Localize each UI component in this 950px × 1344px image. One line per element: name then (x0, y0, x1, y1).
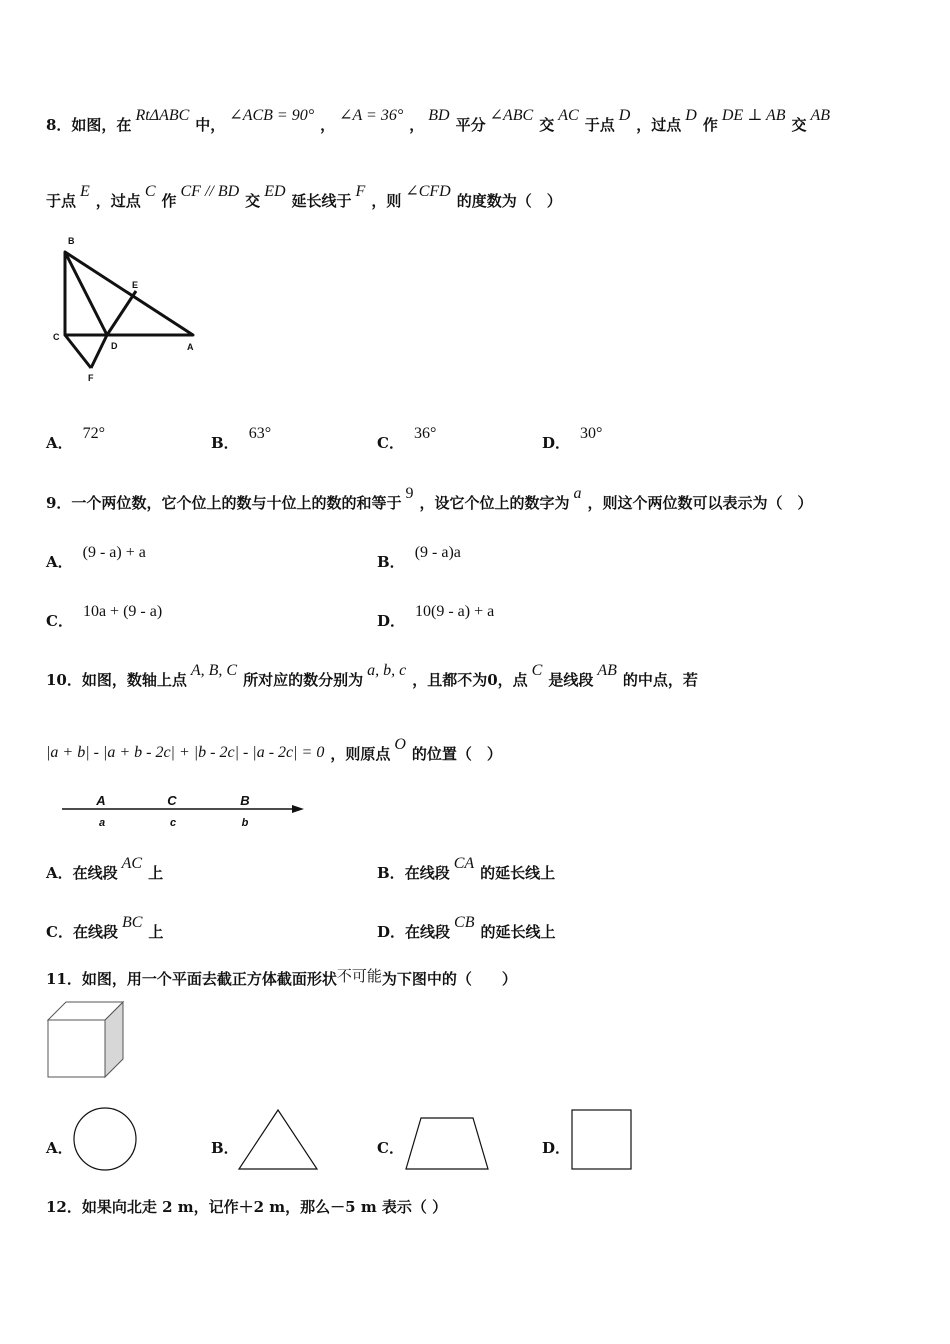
label-c: C (53, 332, 60, 342)
option-label: B． (211, 1139, 239, 1157)
q8-text: ， (409, 116, 425, 134)
q8-math: RtΔABC (135, 107, 190, 124)
option-label: C． (46, 923, 73, 941)
point-label-b: B (240, 793, 250, 808)
option-label: B． (377, 553, 405, 571)
q11-text: 11．如图，用一个平面去截正方体截面形状 (46, 970, 337, 988)
q8-text: 交 (539, 116, 555, 134)
q9-math: 9 (405, 485, 414, 502)
segment-cf (65, 335, 91, 368)
option-label: C． (377, 1139, 404, 1157)
q9-option-d[interactable] (377, 603, 495, 631)
q9-text: ，设它个位上的数字为 (419, 494, 570, 512)
q8-math: ∠ACB = 90° (229, 107, 315, 124)
q9-text: ，则这个两位数可以表示为（ ） (587, 494, 813, 512)
q10-text: 的位置（ ） (411, 745, 502, 763)
q10-option-d[interactable] (377, 914, 556, 942)
option-label: C． (46, 612, 73, 630)
q8-text: 延长线于 (291, 192, 352, 210)
option-value: 63° (248, 425, 272, 442)
q8-math: ∠ABC (489, 107, 534, 124)
label-b: B (68, 236, 75, 246)
q8-text: 于点 (584, 116, 615, 134)
value-label-b: b (241, 817, 249, 829)
q10-math: O (394, 736, 406, 753)
q8-text: 的度数为（ ） (456, 192, 562, 210)
q8-math: E (80, 183, 90, 200)
label-d: D (111, 341, 118, 351)
q8-option-b[interactable] (211, 425, 272, 453)
q8-math: D (685, 107, 697, 124)
q8-stem-line2 (46, 183, 562, 211)
option-value: (9 - a) + a (82, 544, 146, 561)
q10-text: 所对应的数分别为 (243, 671, 364, 689)
option-label: C． (377, 434, 404, 452)
triangle-abc (65, 252, 193, 335)
q9-option-a[interactable] (46, 544, 146, 572)
option-text: 在线段 (405, 923, 451, 941)
option-text: 在线段 (72, 864, 118, 882)
q8-math: ∠A = 36° (339, 107, 404, 124)
q10-text: ，且都不为0，点 (412, 671, 528, 689)
q10-equation: |a + b| - |a + b - 2c| + |b - 2c| - |a - 2c| = 0 (46, 744, 325, 761)
option-math: AC (121, 855, 143, 872)
q10-math: AB (597, 662, 617, 679)
q8-text: 交 (791, 116, 807, 134)
label-a: A (187, 342, 194, 352)
q8-text: 作 (702, 116, 718, 134)
q8-math: AB (810, 107, 831, 124)
q11-emphasis-text: 不可能 (336, 967, 382, 985)
triangle-shape (236, 1108, 320, 1172)
q8-math: D (618, 107, 631, 124)
q9-text: 9．一个两位数，它个位上的数与十位上的数的和等于 (46, 494, 402, 512)
option-label: B． (377, 864, 405, 882)
q8-text: 作 (161, 192, 177, 210)
option-label: D． (377, 923, 406, 941)
option-value: 10a + (9 - a) (82, 603, 163, 620)
q8-math: CF // BD (180, 183, 240, 200)
q9-math: a (573, 485, 582, 502)
q8-math: F (355, 183, 366, 200)
q8-stem-line1 (46, 107, 836, 135)
q10-number-line (58, 788, 314, 832)
option-math: BC (121, 914, 143, 931)
option-label: A． (46, 864, 73, 882)
q10-math: C (531, 662, 543, 679)
q8-math: AC (558, 107, 579, 124)
option-label: D． (542, 1139, 571, 1157)
option-math: CB (454, 914, 475, 931)
q8-text: 8．如图，在 (46, 116, 132, 134)
segment-de (107, 291, 136, 335)
q10-stem-line2 (46, 736, 502, 764)
q8-text: ，过点 (636, 116, 682, 134)
option-value: 30° (580, 425, 603, 442)
option-value: 36° (413, 425, 437, 442)
option-text: 在线段 (72, 923, 118, 941)
q8-option-c[interactable] (377, 425, 437, 453)
q10-text: 10．如图，数轴上点 (46, 671, 187, 689)
option-label: B． (211, 434, 239, 452)
q8-math: ED (264, 183, 286, 200)
option-label: A． (46, 434, 73, 452)
q8-text: 平分 (455, 116, 486, 134)
option-text: 上 (148, 923, 164, 941)
q11-option-a[interactable] (46, 1137, 73, 1158)
q8-text: 中， (195, 116, 226, 134)
option-text: 在线段 (404, 864, 450, 882)
option-label: A． (46, 1139, 73, 1157)
point-label-c: C (167, 793, 177, 808)
value-label-a: a (98, 817, 106, 829)
q12-stem: 12．如果向北走 2 m，记作＋2 m，那么－5 m 表示（ ） (46, 1198, 448, 1216)
q10-option-a[interactable] (46, 855, 164, 883)
q11-option-c[interactable] (377, 1137, 404, 1158)
q8-text: ，则 (371, 192, 402, 210)
segment-df (91, 335, 107, 368)
option-text: 的延长线上 (480, 923, 556, 941)
label-e: E (132, 280, 139, 290)
q10-text: ，则原点 (330, 745, 391, 763)
q8-text: 于点 (46, 192, 77, 210)
option-label: A． (46, 553, 73, 571)
circle-shape (72, 1106, 138, 1172)
q11-option-d[interactable] (542, 1137, 570, 1158)
q10-math: a, b, c (367, 662, 407, 679)
q8-math: BD (428, 107, 450, 124)
cube-front-face (48, 1020, 105, 1077)
option-math: CA (453, 855, 475, 872)
option-value: 72° (82, 425, 106, 442)
cube-figure (44, 998, 128, 1082)
point-label-a: A (96, 793, 106, 808)
option-label: D． (542, 434, 571, 452)
option-value: 10(9 - a) + a (415, 603, 495, 620)
label-f: F (88, 373, 94, 383)
q9-option-c[interactable] (46, 603, 163, 631)
q11-stem (46, 968, 517, 989)
q8-text: 交 (245, 192, 261, 210)
q8-text: ， (320, 116, 336, 134)
option-text: 的延长线上 (480, 864, 556, 882)
option-text: 上 (148, 864, 164, 882)
q10-text: 的中点，若 (622, 671, 698, 689)
q8-math: C (144, 183, 156, 200)
axis-arrow-icon (292, 805, 304, 813)
q11-option-b[interactable] (211, 1137, 239, 1158)
square-shape (570, 1108, 634, 1172)
q9-stem (46, 485, 813, 513)
q10-option-c[interactable] (46, 914, 164, 942)
option-label: D． (377, 612, 406, 630)
q10-math: A, B, C (190, 662, 238, 679)
q9-option-b[interactable] (377, 544, 461, 572)
q11-text: 为下图中的（ ） (381, 970, 517, 988)
q8-triangle-figure (50, 235, 210, 385)
q8-option-d[interactable] (542, 425, 603, 453)
q8-math: DE ⊥ AB (721, 107, 786, 124)
q10-option-b[interactable] (377, 855, 556, 883)
q10-text: 是线段 (548, 671, 594, 689)
option-value: (9 - a)a (414, 544, 461, 561)
q8-option-a[interactable] (46, 425, 106, 453)
q8-math: ∠CFD (405, 183, 451, 200)
trapezoid-shape (403, 1116, 491, 1172)
value-label-c: c (169, 817, 177, 829)
q10-stem-line1 (46, 662, 698, 690)
q8-text: ，过点 (95, 192, 141, 210)
